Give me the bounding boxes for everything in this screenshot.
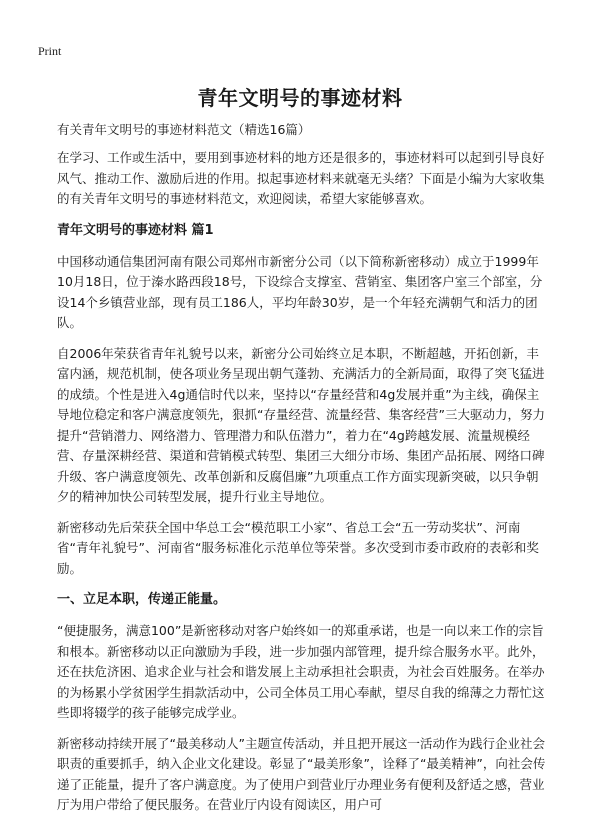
intro-paragraph: 在学习、工作或生活中，要用到事迹材料的地方还是很多的，事迹材料可以起到引导良好风气、推动工作、激励后进的作用。拟起事迹材料来就毫无头绪？下面是小编为大家收集的有关青年文明号的事迹材料范文，欢迎阅读，希望大家能够喜欢。 <box>57 150 545 206</box>
section-heading: 青年文明号的事迹材料 篇1 <box>57 222 214 238</box>
article-subtitle: 有关青年文明号的事迹材料范文（精选16篇） <box>57 122 311 137</box>
paragraph-2: 自2006年荣获省青年礼貌号以来，新密分公司始终立足本职，不断超越，开拓创新，丰富内涵，规范机制，使各项业务呈现出朝气蓬勃、充满活力的全新局面，取得了突飞猛进的成绩。个性是进入4g通信时代以来，坚持以“存量经营和4g发展并重”为主线，确保主导地位稳定和客户满意度领先，狠抓“存量经营、流量经营、集客经营”三大驱动力，努力提升“营销潜力、网络潜力、管理潜力和队伍潜力”，着力在“4g跨越发展、流量规模经营、存量深耕经营、渠道和营销模式转型、集团三大细分市场、集团产品拓展、网络口碑升级、客户满意度领先、改革创新和反腐倡廉”九项重点工作方面实现新突破，以只争朝夕的精神加快公司转型发展，提升行业主导地位。 <box>57 345 545 504</box>
paragraph-3: 新密移动先后荣获全国中华总工会“模范职工小家”、省总工会“五一劳动奖状”、河南省“青年礼貌号”、河南省“服务标准化示范单位等荣誉。多次受到市委市政府的表彰和奖励。 <box>57 519 539 576</box>
subsection-heading: 一、立足本职，传递正能量。 <box>57 592 227 607</box>
paragraph-1: 中国移动通信集团河南有限公司郑州市新密分公司（以下简称新密移动）成立于1999年10月18日，位于溱水路西段18号，下设综合支撑室、营销室、集团客户室三个部室，分设14个乡镇营业部，现有员工186人，平均年龄30岁，是一个年轻充满朝气和活力的团队。 <box>57 253 543 330</box>
print-link[interactable]: Print <box>38 44 62 58</box>
paragraph-5: 新密移动持续开展了“最美移动人”主题宣传活动，并且把开展这一活动作为践行企业社会职责的重要抓手，纳入企业文化建设。彰显了“最美形象”，诠释了“最美精神”，向社会传递了正能量，提升了客户满意度。为了使用户到营业厅办理业务有便利及舒适之感，营业厅为用户带给了便民服务。在营业厅内设有阅读区，用户可 <box>57 735 546 812</box>
page-title: 青年文明号的事迹材料 <box>197 86 403 110</box>
paragraph-4: “便捷服务，满意100”是新密移动对客户始终如一的郑重承诺，也是一向以来工作的宗旨和根本。新密移动以正向激励为手段，进一步加强内部管理，提升综合服务水平。此外，还在扶危济困、追求企业与社会和谐发展上主动承担社会职责，为社会百姓服务。在举办的为杨累小学贫困学生捐款活动中，公司全体员工用心奉献，望尽自我的绵薄之力帮忙这些即将辍学的孩子能够完成学业。 <box>57 623 545 720</box>
article-body <box>57 120 547 826</box>
